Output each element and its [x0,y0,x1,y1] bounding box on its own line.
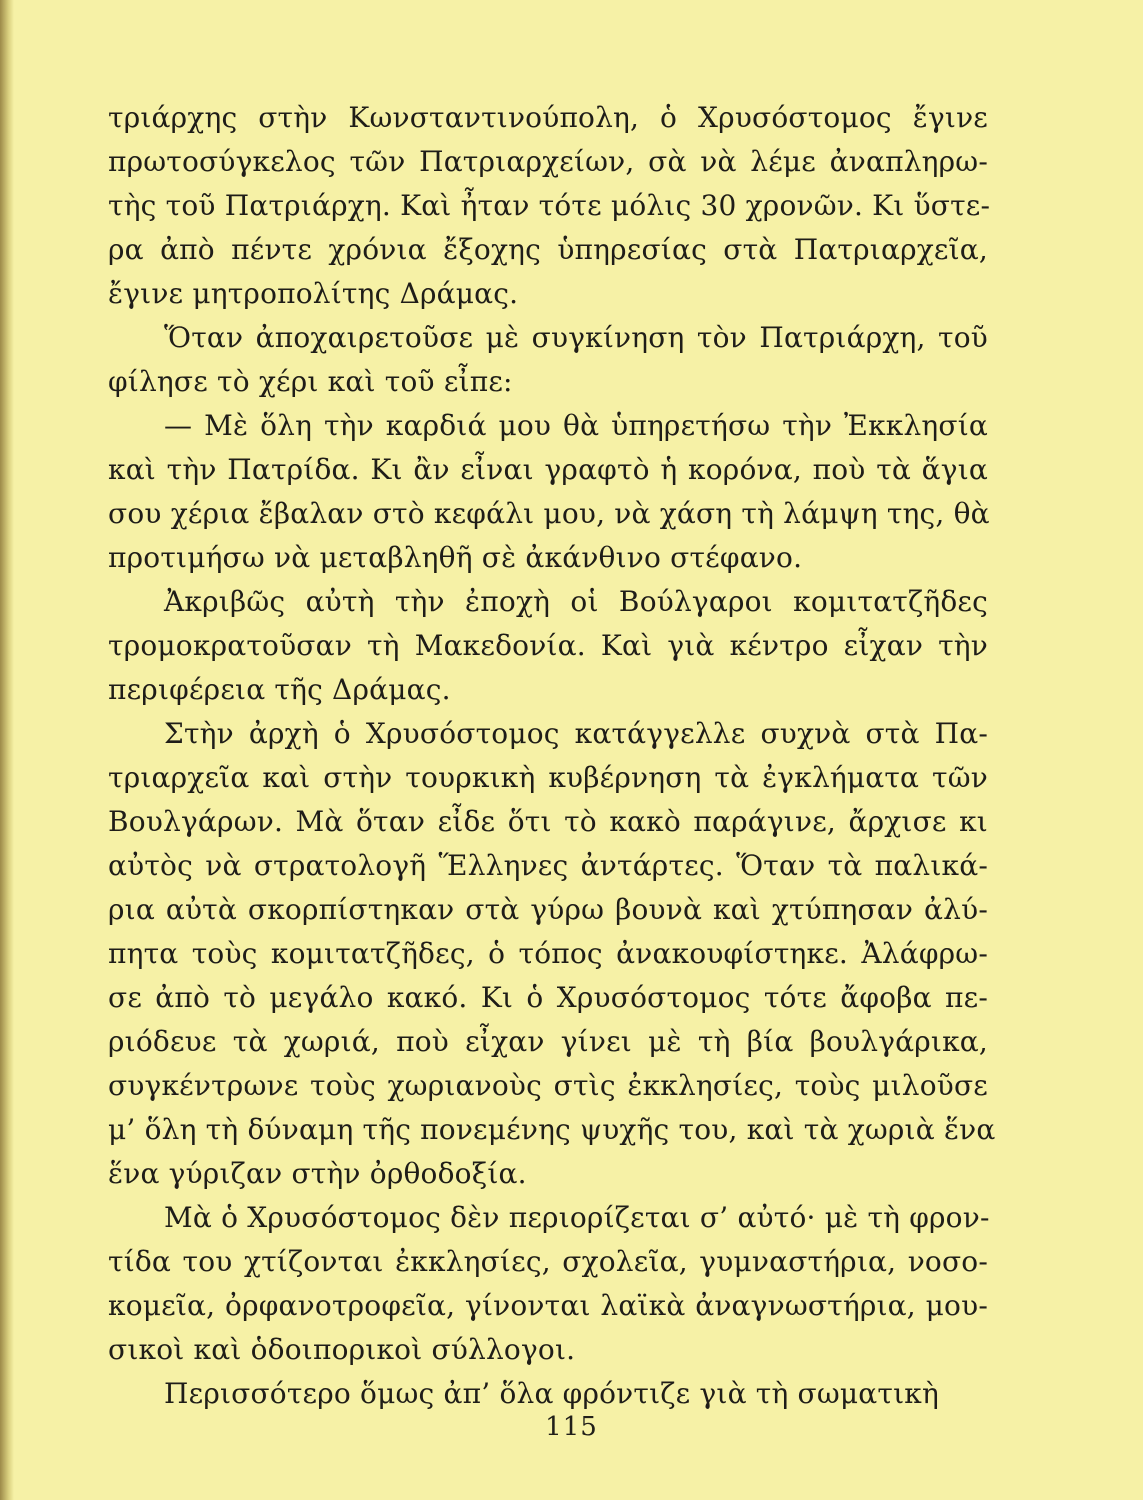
text-line: σου χέρια ἔβαλαν στὸ κεφάλι μου, νὰ χάση τὴ λάμψη της, θὰ [108,497,990,530]
text-line: ριόδευε τὰ χωριά, ποὺ εἶχαν γίνει μὲ τὴ βία βουλγάρικα, [108,1025,988,1058]
text-line: καὶ τὴν Πατρίδα. Κι ἂν εἶναι γραφτὸ ἡ κορόνα, ποὺ τὰ ἅγια [108,453,988,486]
text-line: συγκέντρωνε τοὺς χωριανοὺς στὶς ἐκκλησίες, τοὺς μιλοῦσε [108,1069,988,1102]
text-line: ἔγινε μητροπολίτης Δράμας. [108,277,519,310]
paragraph [108,1372,988,1416]
text-line: τρομοκρατοῦσαν τὴ Μακεδονία. Καὶ γιὰ κέντρο εἶχαν τὴν [108,629,988,662]
paragraph [108,580,988,712]
page-binding-shadow [0,0,14,1500]
text-line: Μὰ ὁ Χρυσόστομος δὲν περιορίζεται σ’ αὐτό· μὲ τὴ φρον- [164,1201,990,1234]
text-line: μ’ ὅλη τὴ δύναμη τῆς πονεμένης ψυχῆς του, καὶ τὰ χωριὰ ἕνα [108,1113,996,1146]
paragraph [108,404,988,580]
paragraph [108,1196,988,1372]
text-body [108,96,996,1416]
paragraph [108,96,991,316]
text-line: κομεῖα, ὀρφανοτροφεῖα, γίνονται λαϊκὰ ἀναγνωστήρια, μου- [108,1289,988,1322]
page-number: 115 [545,1412,598,1442]
text-line: τὴς τοῦ Πατριάρχη. Καὶ ἦταν τότε μόλις 30 χρονῶν. Κι ὕστε- [108,189,991,222]
text-line: αὐτὸς νὰ στρατολογῆ Ἕλληνες ἀντάρτες. Ὅταν τὰ παλικά- [108,849,988,882]
paragraph [108,316,988,404]
text-line: σικοὶ καὶ ὁδοιπορικοὶ σύλλογοι. [108,1333,576,1366]
text-line: περιφέρεια τῆς Δράμας. [108,673,451,706]
text-line: φίλησε τὸ χέρι καὶ τοῦ εἶπε: [108,365,513,398]
text-line: τριάρχης στὴν Κωνσταντινούπολη, ὁ Χρυσόστομος ἔγινε [108,101,988,134]
text-line: Περισσότερο ὅμως ἀπ’ ὅλα φρόντιζε γιὰ τὴ σωματικὴ [164,1377,939,1410]
paragraph [108,712,996,1196]
text-line: Ὅταν ἀποχαιρετοῦσε μὲ συγκίνηση τὸν Πατριάρχη, τοῦ [164,321,988,354]
text-line: ρα ἀπὸ πέντε χρόνια ἔξοχης ὑπηρεσίας στὰ Πατριαρχεῖα, [108,233,988,266]
text-line: προτιμήσω νὰ μεταβληθῆ σὲ ἀκάνθινο στέφανο. [108,541,803,574]
text-line: πητα τοὺς κομιτατζῆδες, ὁ τόπος ἀνακουφίστηκε. Ἀλάφρω- [108,937,988,970]
text-line: — Μὲ ὅλη τὴν καρδιά μου θὰ ὑπηρετήσω τὴν Ἐκκλησία [164,409,988,442]
text-line: σε ἀπὸ τὸ μεγάλο κακό. Κι ὁ Χρυσόστομος τότε ἄφοβα πε- [108,981,988,1014]
text-line: πρωτοσύγκελος τῶν Πατριαρχείων, σὰ νὰ λέμε ἀναπληρω- [108,145,988,178]
text-line: ρια αὐτὰ σκορπίστηκαν στὰ γύρω βουνὰ καὶ χτύπησαν ἀλύ- [108,893,988,926]
text-line: Στὴν ἀρχὴ ὁ Χρυσόστομος κατάγγελλε συχνὰ στὰ Πα- [164,717,988,750]
text-line: Ἀκριβῶς αὐτὴ τὴν ἐποχὴ οἱ Βούλγαροι κομιτατζῆδες [164,585,988,618]
text-line: τριαρχεῖα καὶ στὴν τουρκικὴ κυβέρνηση τὰ ἐγκλήματα τῶν [108,761,988,794]
text-line: Βουλγάρων. Μὰ ὅταν εἶδε ὅτι τὸ κακὸ παράγινε, ἄρχισε κι [108,805,988,838]
text-line: ἕνα γύριζαν στὴν ὀρθοδοξία. [108,1157,527,1190]
text-line: τίδα του χτίζονται ἐκκλησίες, σχολεῖα, γυμναστήρια, νοσο- [108,1245,988,1278]
